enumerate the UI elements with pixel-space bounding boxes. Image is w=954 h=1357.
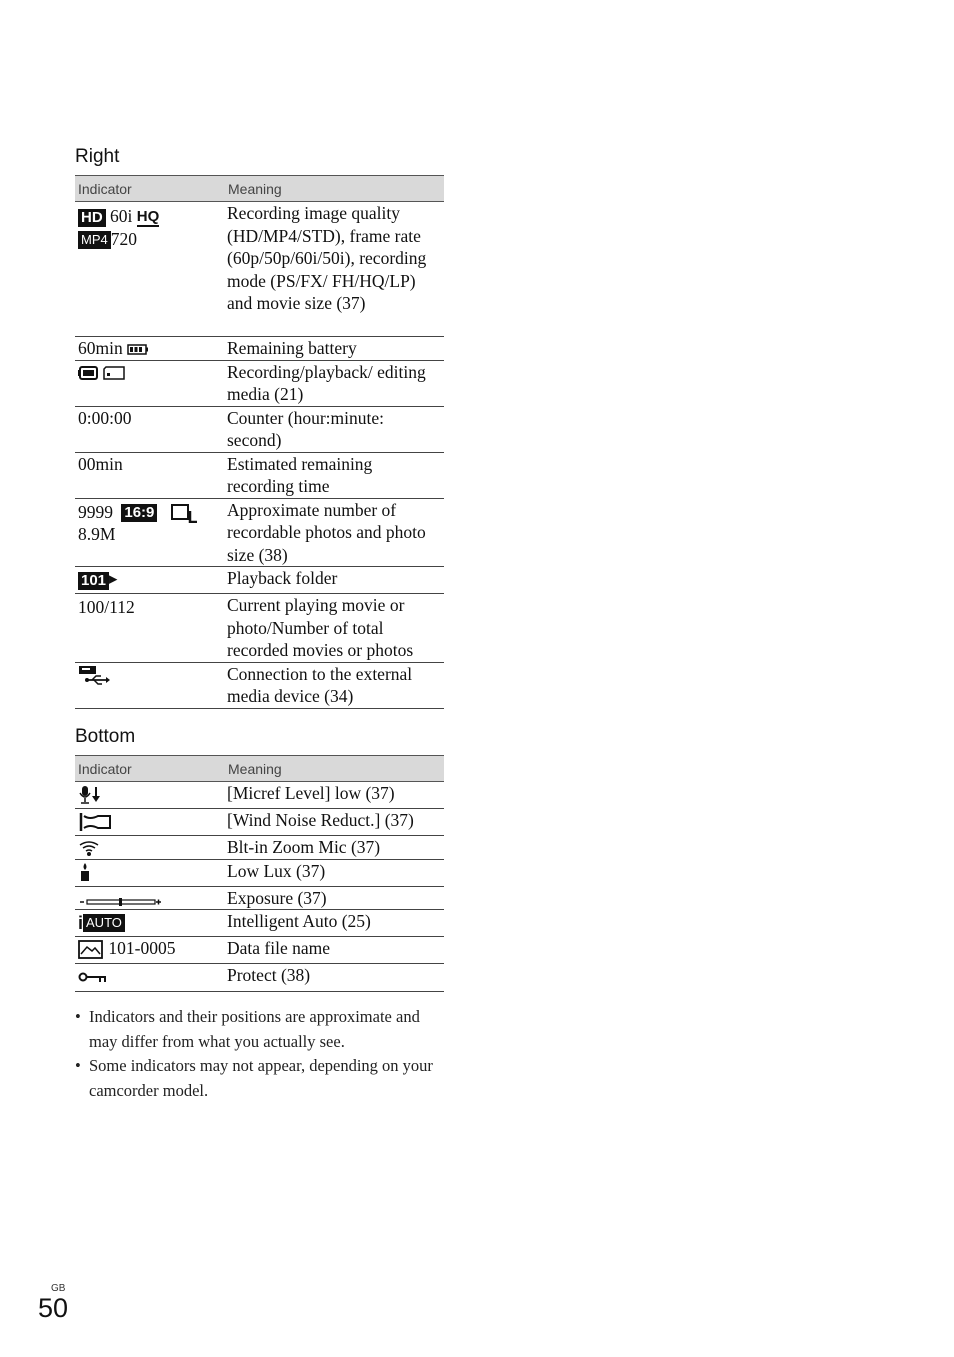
play-arrow-icon: ▶ [109,573,118,586]
table-row [75,360,444,406]
frame-rate-text: 60i [110,206,133,226]
intelligent-auto-icon: i [78,913,84,934]
indicator-cell [75,337,225,361]
table-row [75,406,444,452]
photo-count-text: 9999 [78,501,113,522]
battery-time-text: 60min [78,338,123,358]
table-header-row [75,756,444,782]
mic-level-icon [78,785,102,805]
meaning-cell: Exposure (37) [225,886,444,910]
indicator-cell [75,594,225,663]
data-file-name-text: 101-0005 [108,938,176,959]
table-row [75,937,444,964]
table-row [75,202,444,337]
section-title-bottom: Bottom [75,726,136,747]
indicator-cell [75,567,225,594]
meaning-cell: Low Lux (37) [225,859,444,886]
data-file-icon [78,940,104,960]
meaning-cell: Remaining battery [225,337,444,361]
meaning-cell: Recording/playback/ editing media (21) [225,360,444,406]
hd-quality-icon: HD [78,209,106,227]
notes-list [75,1005,445,1103]
bullet-icon: • [75,1056,81,1075]
meaning-cell: Recording image quality (HD/MP4/STD), frame rate (60p/50p/60i/50i), recording mode (PS/FX/ FH/HQ/LP) and movie size (37) [225,202,444,337]
exposure-icon [78,895,162,909]
table-row [75,836,444,860]
indicator-cell: 0:00:00 [75,406,225,452]
playback-folder-icon: 101 [78,572,109,590]
photo-size-text: 8.9M [78,524,116,545]
meaning-cell: Data file name [225,937,444,964]
meaning-cell: Counter (hour:minute: second) [225,406,444,452]
table-row [75,809,444,836]
table-row [75,910,444,937]
indicator-cell [75,937,225,964]
indicator-cell [75,910,225,937]
list-item [75,1054,445,1103]
indicator-cell: 00min [75,452,225,498]
usb-connection-icon [78,664,112,686]
column-header-indicator: Indicator [75,756,225,782]
table-row [75,662,444,708]
indicator-cell [75,202,225,337]
right-indicator-table [75,175,444,709]
meaning-cell: [Wind Noise Reduct.] (37) [225,809,444,836]
page-number: 50 [38,1293,69,1323]
indicator-cell [75,360,225,406]
section-title-right: Right [75,146,120,167]
indicator-cell [75,836,225,860]
indicator-cell [75,859,225,886]
bullet-icon: • [75,1007,81,1026]
column-header-indicator: Indicator [75,176,225,202]
bottom-section [75,725,444,992]
table-row [75,886,444,910]
movie-size-text: 720 [110,228,137,249]
auto-label: AUTO [83,914,125,932]
meaning-cell: Current playing movie or photo/Number of total recorded movies or photos [225,594,444,663]
battery-icon [127,344,149,355]
indicator-cell [75,498,225,567]
meaning-cell: Intelligent Auto (25) [225,910,444,937]
column-header-meaning: Meaning [225,176,444,202]
meaning-cell: [Micref Level] low (37) [225,782,444,809]
bottom-indicator-table [75,755,444,992]
meaning-cell: Protect (38) [225,964,444,992]
right-section [75,145,444,709]
aspect-ratio-icon: 16:9 [121,504,157,522]
meaning-cell: Approximate number of recordable photos and photo size (38) [225,498,444,567]
indicator-cell [75,886,225,910]
zoom-mic-icon [78,840,100,858]
indicator-cell [75,809,225,836]
indicator-cell [75,782,225,809]
hq-mode-icon: HQ [136,207,160,225]
photo-size-icon [170,503,198,523]
meaning-cell: Connection to the external media device (34) [225,662,444,708]
wind-noise-icon [78,812,112,832]
table-header-row [75,176,444,202]
low-lux-icon [78,862,92,882]
protect-icon [78,970,108,984]
table-row [75,452,444,498]
column-header-meaning: Meaning [225,756,444,782]
meaning-cell: Playback folder [225,567,444,594]
table-row [75,859,444,886]
list-item [75,1005,445,1054]
note-text: Some indicators may not appear, depending on your camcorder model. [89,1056,433,1100]
table-row [75,498,444,567]
table-row [75,782,444,809]
note-text: Indicators and their positions are approximate and may differ from what you actually see. [89,1007,420,1051]
table-row [75,567,444,594]
table-row [75,337,444,361]
playback-count-text: 100/112 [78,597,135,617]
table-row [75,594,444,663]
table-row [75,964,444,992]
mp4-icon: MP4 [78,231,111,249]
meaning-cell: Blt-in Zoom Mic (37) [225,836,444,860]
region-code: GB [51,1283,66,1294]
indicator-cell [75,662,225,708]
indicator-cell [75,964,225,992]
meaning-cell: Estimated remaining recording time [225,452,444,498]
media-icon [78,364,130,382]
